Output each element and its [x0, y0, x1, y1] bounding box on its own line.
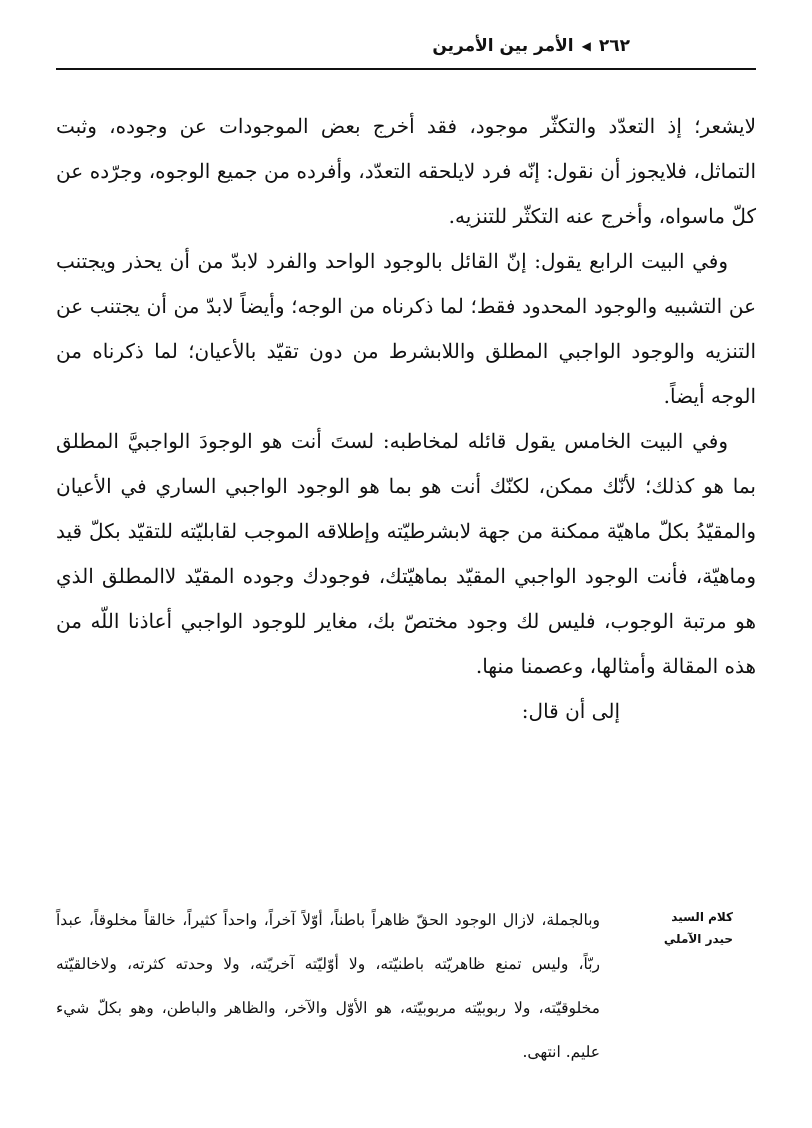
paragraph-2: وفي البيت الرابع يقول: إنّ القائل بالوجود الواحد والفرد لابدّ من أن يحذر ويجتنب عن التشبيه والوجود المحدود فقط؛ لما ذكرناه من الوجه؛ وأيضاً لابدّ من أن يجتنب عن التنزيه والوجود الواجبي المطلق واللابشرط من دون تقيّد بالأعيان؛ لما ذكرناه من الوجه أيضاً.: [56, 249, 756, 408]
main-text: [56, 104, 756, 734]
quote-lead-in: إلى أن قال:: [521, 699, 620, 723]
running-title: الأمر بين الأمرين: [432, 36, 574, 56]
paragraph-1: لايشعر؛ إذ التعدّد والتكثّر موجود، فقد أخرج بعض الموجودات عن وجوده، وثبت التماثل، فلايجوز أن نقول: إنّه فرد لايلحقه التعدّد، وأفرده من جميع الوجوه، وجرّده عن كلّ ماسواه، وأخرج عنه التكثّر للتنزيه.: [56, 114, 756, 228]
left-arrow-icon: ◀: [581, 39, 591, 53]
page-number: ٢٦٢: [598, 36, 630, 56]
running-header: [254, 30, 630, 62]
paragraph-3: وفي البيت الخامس يقول قائله لمخاطبه: لستَ أنت هو الوجودَ الواجبيَّ المطلق بما هو كذلك؛ لأنّك ممكن، لكنّك أنت هو بما هو الوجود الواجبي الساري في الأعيان والمقيّدُ بكلّ ماهيّة ممكنة من جهة لابشرطيّته وإطلاقه الموجب لقابليّته للتقيّد بكلّ قيد وماهيّة، فأنت الوجود الواجبي المقيّد بماهيّتك، فوجودك وجوده المقيّد لاالمطلق الذي هو مرتبة الوجوب، فليس لك وجود مختصّ بك، مغاير للوجود الواجبي أعاذنا اللّه من هذه المقالة وأمثالها، وعصمنا منها.: [56, 429, 756, 678]
quoted-passage: [56, 898, 600, 1074]
margin-note: كلام السيد حيدر الآملي: [663, 910, 733, 946]
quote-text: وبالجملة، لازال الوجود الحقّ ظاهراً باطناً، أوّلاً آخراً، واحداً كثيراً، خالقاً مخلوقاً، عبداً ربّاً، وليس تمنع ظاهريّته باطنيّته، ولا أوّليّته آخريّته، ولا وحدته كثرته، ولاخالقيّته مخلوقيّته، ولا ربوبيّته مربوبيّته، هو الأوّل والآخر، والظاهر والباطن، وهو بكلّ شيء عليم. انتهى.: [56, 911, 600, 1061]
header-rule: [56, 68, 756, 70]
